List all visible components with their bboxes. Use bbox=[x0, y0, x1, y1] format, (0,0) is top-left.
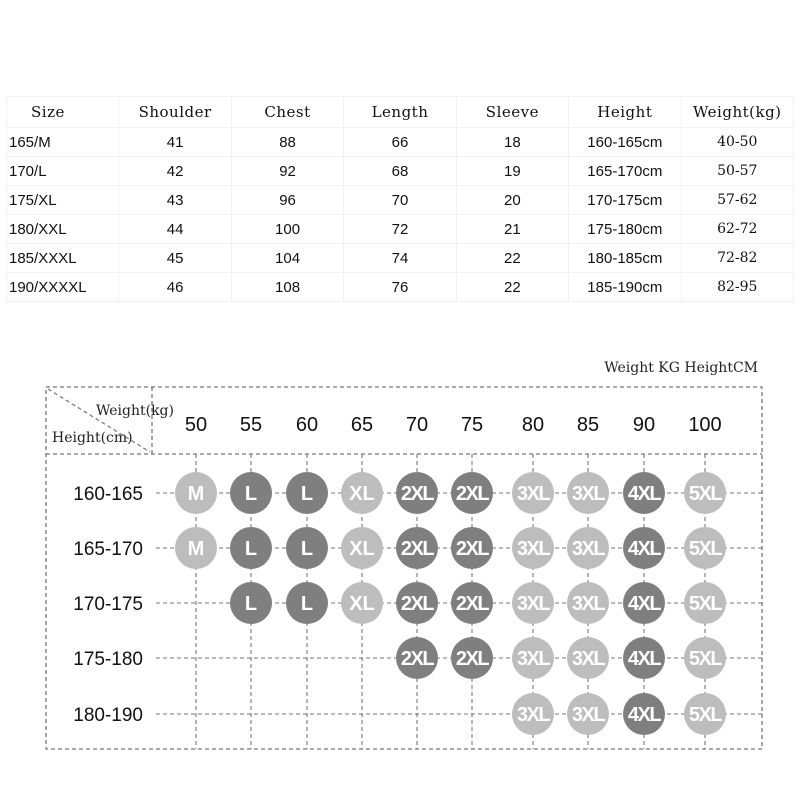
size-table-cell: 175/XL bbox=[7, 186, 119, 215]
size-table-header: Sleeve bbox=[456, 97, 568, 128]
size-bubble-label: 4XL bbox=[627, 593, 661, 615]
corner-height-label: Height(cm) bbox=[52, 430, 133, 446]
size-bubble bbox=[623, 582, 665, 624]
size-table-cell: 57-62 bbox=[681, 186, 793, 215]
size-bubble bbox=[623, 693, 665, 735]
weight-tick-label: 70 bbox=[405, 414, 429, 436]
size-bubble bbox=[512, 693, 554, 735]
size-table-cell: 42 bbox=[119, 157, 231, 186]
size-bubble bbox=[623, 472, 665, 514]
size-bubble bbox=[230, 527, 272, 569]
weight-tick-label: 85 bbox=[576, 414, 600, 436]
size-table-cell: 82-95 bbox=[681, 273, 793, 302]
size-bubble bbox=[567, 472, 609, 514]
size-table-cell: 170/L bbox=[7, 157, 119, 186]
size-table-cell: 165/M bbox=[7, 128, 119, 157]
size-table-cell: 76 bbox=[344, 273, 456, 302]
size-bubble-label: 4XL bbox=[627, 538, 661, 560]
size-bubble bbox=[286, 582, 328, 624]
size-table-cell: 160-165cm bbox=[569, 128, 681, 157]
height-labels bbox=[73, 484, 143, 726]
size-bubble-label: 2XL bbox=[455, 648, 489, 670]
size-bubble-label: 3XL bbox=[571, 593, 605, 615]
size-bubble-label: 2XL bbox=[455, 593, 489, 615]
size-bubble-label: 2XL bbox=[455, 538, 489, 560]
size-table-header: Weight(kg) bbox=[681, 97, 793, 128]
weight-tick-label: 75 bbox=[460, 414, 484, 436]
size-bubble-label: XL bbox=[349, 538, 375, 560]
size-table-cell: 18 bbox=[456, 128, 568, 157]
height-row-label: 165-170 bbox=[73, 539, 143, 560]
size-bubble bbox=[175, 527, 217, 569]
size-bubble bbox=[451, 472, 493, 514]
size-table-cell: 66 bbox=[344, 128, 456, 157]
size-bubble-label: L bbox=[300, 538, 314, 560]
size-bubble-label: M bbox=[187, 483, 205, 505]
size-bubble-label: L bbox=[244, 538, 258, 560]
size-table-cell: 40-50 bbox=[681, 128, 793, 157]
size-table-cell: 70 bbox=[344, 186, 456, 215]
size-bubble bbox=[623, 637, 665, 679]
size-table-cell: 165-170cm bbox=[569, 157, 681, 186]
size-table-cell: 96 bbox=[231, 186, 343, 215]
size-table-cell: 43 bbox=[119, 186, 231, 215]
corner-weight-label: Weight(kg) bbox=[96, 403, 174, 419]
size-bubble bbox=[286, 472, 328, 514]
size-bubble-label: XL bbox=[349, 593, 375, 615]
size-bubble-label: M bbox=[187, 538, 205, 560]
size-table-cell: 45 bbox=[119, 244, 231, 273]
size-bubble bbox=[567, 582, 609, 624]
size-table-cell: 22 bbox=[456, 273, 568, 302]
weight-ticks bbox=[185, 414, 722, 436]
weight-tick-label: 50 bbox=[184, 414, 208, 436]
size-bubble-label: L bbox=[244, 483, 258, 505]
size-bubble bbox=[341, 527, 383, 569]
size-bubble bbox=[684, 527, 726, 569]
size-table-cell: 180/XXL bbox=[7, 215, 119, 244]
size-bubble bbox=[567, 527, 609, 569]
size-table-cell: 74 bbox=[344, 244, 456, 273]
size-table-header: Height bbox=[569, 97, 681, 128]
size-table-cell: 19 bbox=[456, 157, 568, 186]
weight-tick-label: 60 bbox=[295, 414, 319, 436]
size-table-cell: 175-180cm bbox=[569, 215, 681, 244]
height-row-label: 160-165 bbox=[73, 484, 143, 505]
size-bubble bbox=[684, 637, 726, 679]
size-bubble-label: L bbox=[300, 593, 314, 615]
size-table-cell: 185/XXXL bbox=[7, 244, 119, 273]
weight-tick-label: 80 bbox=[521, 414, 545, 436]
size-bubble-label: L bbox=[300, 483, 314, 505]
height-row-label: 175-180 bbox=[73, 649, 143, 670]
size-bubble-label: 3XL bbox=[516, 593, 550, 615]
size-table-cell: 180-185cm bbox=[569, 244, 681, 273]
size-table-header: Shoulder bbox=[119, 97, 231, 128]
size-bubble bbox=[451, 527, 493, 569]
size-table-cell: 88 bbox=[231, 128, 343, 157]
size-table-cell: 72 bbox=[344, 215, 456, 244]
size-bubble-label: 5XL bbox=[688, 704, 722, 726]
size-table-cell: 104 bbox=[231, 244, 343, 273]
chart-border bbox=[46, 387, 762, 749]
size-table-header: Length bbox=[344, 97, 456, 128]
size-bubble-label: 5XL bbox=[688, 483, 722, 505]
size-bubble-label: 4XL bbox=[627, 648, 661, 670]
size-table-cell: 62-72 bbox=[681, 215, 793, 244]
size-bubble bbox=[341, 472, 383, 514]
size-bubble-label: 5XL bbox=[688, 648, 722, 670]
size-bubble-label: 2XL bbox=[400, 648, 434, 670]
size-bubble bbox=[684, 693, 726, 735]
size-bubble-label: 2XL bbox=[400, 538, 434, 560]
size-table-cell: 170-175cm bbox=[569, 186, 681, 215]
size-table-cell: 92 bbox=[231, 157, 343, 186]
size-table-cell: 44 bbox=[119, 215, 231, 244]
size-table-cell: 50-57 bbox=[681, 157, 793, 186]
size-bubble-label: 3XL bbox=[516, 538, 550, 560]
weight-tick-label: 90 bbox=[632, 414, 656, 436]
size-table-header: Size bbox=[7, 97, 119, 128]
size-bubble-label: 4XL bbox=[627, 483, 661, 505]
size-bubble-label: 2XL bbox=[400, 483, 434, 505]
size-bubble bbox=[230, 582, 272, 624]
size-table-cell: 41 bbox=[119, 128, 231, 157]
size-bubble-label: 3XL bbox=[571, 538, 605, 560]
size-table-cell: 100 bbox=[231, 215, 343, 244]
size-bubble bbox=[684, 472, 726, 514]
size-table-header: Chest bbox=[231, 97, 343, 128]
size-bubble-label: 2XL bbox=[400, 593, 434, 615]
height-row-label: 170-175 bbox=[73, 594, 143, 615]
size-table-cell: 72-82 bbox=[681, 244, 793, 273]
size-bubble bbox=[567, 637, 609, 679]
size-bubble bbox=[341, 582, 383, 624]
size-bubble bbox=[175, 472, 217, 514]
size-table-cell: 68 bbox=[344, 157, 456, 186]
size-table-cell: 20 bbox=[456, 186, 568, 215]
size-bubble-label: L bbox=[244, 593, 258, 615]
size-bubble bbox=[623, 527, 665, 569]
height-row-label: 180-190 bbox=[73, 705, 143, 726]
size-bubble bbox=[512, 582, 554, 624]
size-bubble bbox=[512, 637, 554, 679]
chart-title: Weight KG HeightCM bbox=[604, 360, 758, 376]
weight-tick-label: 65 bbox=[350, 414, 374, 436]
size-bubble bbox=[684, 582, 726, 624]
size-table-cell: 21 bbox=[456, 215, 568, 244]
size-bubble-label: 2XL bbox=[455, 483, 489, 505]
size-bubble-label: 3XL bbox=[571, 648, 605, 670]
size-bubble bbox=[451, 582, 493, 624]
size-bubble-label: 3XL bbox=[516, 704, 550, 726]
size-bubble bbox=[286, 527, 328, 569]
size-bubble-label: 3XL bbox=[516, 483, 550, 505]
size-bubble bbox=[396, 637, 438, 679]
size-bubble bbox=[512, 527, 554, 569]
size-bubble bbox=[451, 637, 493, 679]
size-bubble-label: 3XL bbox=[516, 648, 550, 670]
size-bubble-label: 3XL bbox=[571, 483, 605, 505]
size-bubble bbox=[396, 527, 438, 569]
size-bubble-label: 5XL bbox=[688, 538, 722, 560]
size-table-cell: 185-190cm bbox=[569, 273, 681, 302]
size-table-cell: 190/XXXXL bbox=[7, 273, 119, 302]
size-bubble bbox=[230, 472, 272, 514]
weight-tick-label: 55 bbox=[239, 414, 263, 436]
size-bubble-label: XL bbox=[349, 483, 375, 505]
size-table-cell: 46 bbox=[119, 273, 231, 302]
size-bubble bbox=[396, 582, 438, 624]
size-bubble bbox=[567, 693, 609, 735]
size-bubble-label: 4XL bbox=[627, 704, 661, 726]
size-bubble bbox=[396, 472, 438, 514]
size-table-cell: 22 bbox=[456, 244, 568, 273]
weight-tick-label: 100 bbox=[688, 414, 722, 436]
size-bubble bbox=[512, 472, 554, 514]
size-table-cell: 108 bbox=[231, 273, 343, 302]
size-bubble-label: 3XL bbox=[571, 704, 605, 726]
size-bubble-label: 5XL bbox=[688, 593, 722, 615]
